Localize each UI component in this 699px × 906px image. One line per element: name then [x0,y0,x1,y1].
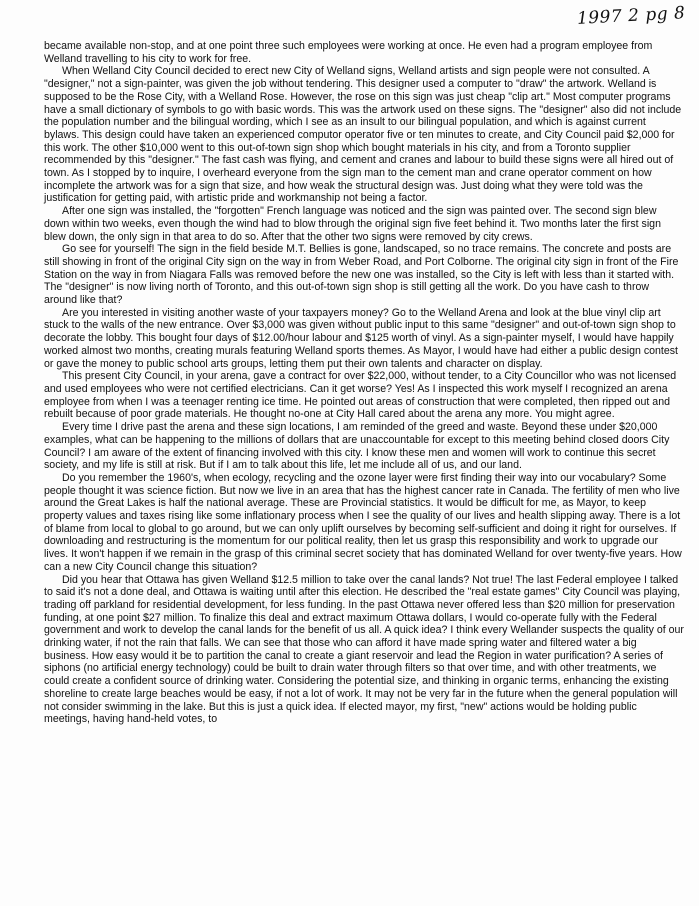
paragraph-go-see: Go see for yourself! The sign in the field beside M.T. Bellies is gone, landscaped, so no trace remains. The concrete and posts are still showing in front of the original City sign on the way in from Weber Road, and Port Colborne. The original city sign in front of the Fire Station on the way in from Niagara Falls was removed before the new one was installed, so the City is left with less than it started with. The "designer" is now living north of Toronto, and this out-of-town sign shop is still getting all the work. Do you have cash to throw around like that? [44,243,679,307]
paragraph-welland-arena: Are you interested in visiting another waste of your taxpayers money? Go to the Welland Arena and look at the blue vinyl clip art stuck to the walls of the new entrance. Over $3,000 was given without public input to this same "designer" and out-of-town sign shop to decorate the lobby. This bought four days of $12.00/hour labour and $125 worth of vinyl. As a sign-painter myself, I would have happily worked almost two months, creating murals featuring Welland sports themes. As Mayor, I would have had either a public design contest or gave the money to public school arts groups, letting them put their own talents and character on display. [44,306,678,370]
paragraph-sign-blew-down: After one sign was installed, the "forgotten" French language was noticed and the sign was painted over. The second sign blew down within two weeks, even though the wind had to blow through the original sign five feet behind it. Two months later the first sign blew down, the only sign in that area to do so. After that the other two signs were removed by city crews. [44,205,661,243]
paragraph-city-signs: When Welland City Council decided to erect new City of Welland signs, Welland artists and sign people were not consulted. A "designer," not a sign-painter, was given the job without tendering. This designer used a computer to "draw" the artwork. Welland is supposed to be the Rose City, with a Welland Rose. However, the rose on this sign was just cheap "clip art." Most computer programs have a small dictionary of symbols to go with basic words. This was the artwork used on these signs. The "designer" also did not include the population number and the bilingual wording, which I see as an insult to our bilingual population, and which is against current bylaws. This design could have taken an experienced computor operator five or ten minutes to create, and City Council paid $2,000 for this work. The other $10,000 went to this out-of-town sign shop which bought materials in his city, and from a Toronto supplier recommended by this "designer." The fast cash was flying, and cement and cranes and labour to build these signs were all hired out of town. As I stopped by to inquire, I overheard everyone from the sign man to the cement man and crane operator comment on how incomplete the artwork was for a sign that size, and how weak the structural design was. Just doing what they were told was the justification for getting paid, with artistic pride and workmanship not being a factor. [44,65,682,205]
document-body [44,40,684,726]
handwritten-page-annotation: 1997 2 pg 8 [576,3,686,29]
paragraph-ecology: Do you remember the 1960's, when ecology, recycling and the ozone layer were first finding their way into our vocabulary? Some people thought it was science fiction. But now we live in an area that has the highest cancer rate in Canada. The fertility of men who live around the Great Lakes is half the national average. These are Provincial statistics. It would be difficult for me, as Mayor, to keep property values and taxes rising like some inflationary process when I see the quality of our lives and health slipping away. There is a lot of blame from local to global to go around, but we can only uplift ourselves by becoming self-sufficient and doing it right for ourselves. If downloading and restructuring is the momentum for our political reality, then let us grasp this responsibility and work to upgrade our lives. It won't happen if we remain in the grasp of this criminal secret society that has dominated Welland for over twenty-five years. How can a new City Council change this situation? [44,471,682,573]
paragraph-greed-waste: Every time I drive past the arena and these sign locations, I am reminded of the greed and waste. Beyond these under $20,000 examples, what can be happening to the millions of dollars that are unaccountable for except to this meeting behind closed doors City Council? I am aware of the extent of financing involved with this city. I know these men and women will work to continue this secret society, and my life is still at risk. But if I am to talk about this life, let me include all of us, and our land. [44,421,670,472]
paragraph-arena-contract: This present City Council, in your arena, gave a contract for over $22,000, without tender, to a City Councillor who was not licensed and used employees who were not certified electricians. Can it get worse? Yes! As I inspected this work myself I recognized an arena employee from when I was a teenager renting ice time. He pointed out areas of construction that were completed, then ripped out and rebuilt because of poor grade materials. He thought no-one at City Hall cared about the arena any more. You might agree. [44,370,677,421]
paragraph-canal-lands: Did you hear that Ottawa has given Welland $12.5 million to take over the canal lands? Not true! The last Federal employee I talked to said it's not a done deal, and Ottawa is waiting until after this election. He described the "real estate games" City Council was playing, trading off parkland for residential development, for less funding. In the past Ottawa never offered less than $20 million for preservation funding, at one point $27 million. To finalize this deal and extract maximum Ottawa dollars, I would co-operate fully with the Federal government and work to develop the canal lands for the benefit of us all. A quick idea? I think every Wellander suspects the quality of our drinking water, if not the rain that falls. We can see that those who can afford it have made spring water and filtered water a big business. How easy would it be to partition the canal to create a giant reservoir and lead the Region in water purification? A series of siphons (no artificial energy technology) could be built to drain water through filters so that over time, and with other treatments, we could create a confident source of drinking water. Considering the potential size, and thinking in organic terms, enhancing the existing shoreline to create large beaches would be easy, if not a lot of work. It may not be very far in the future when the general population will not consider swimming in the lake. But this is just a quick idea. If elected mayor, my first, "new" actions would be holding public meetings, having hand-held votes, to [44,573,684,726]
paragraph-continuation: became available non-stop, and at one point three such employees were working at once. He even had a program employee from Welland travelling to his city to work for free. [44,40,653,65]
